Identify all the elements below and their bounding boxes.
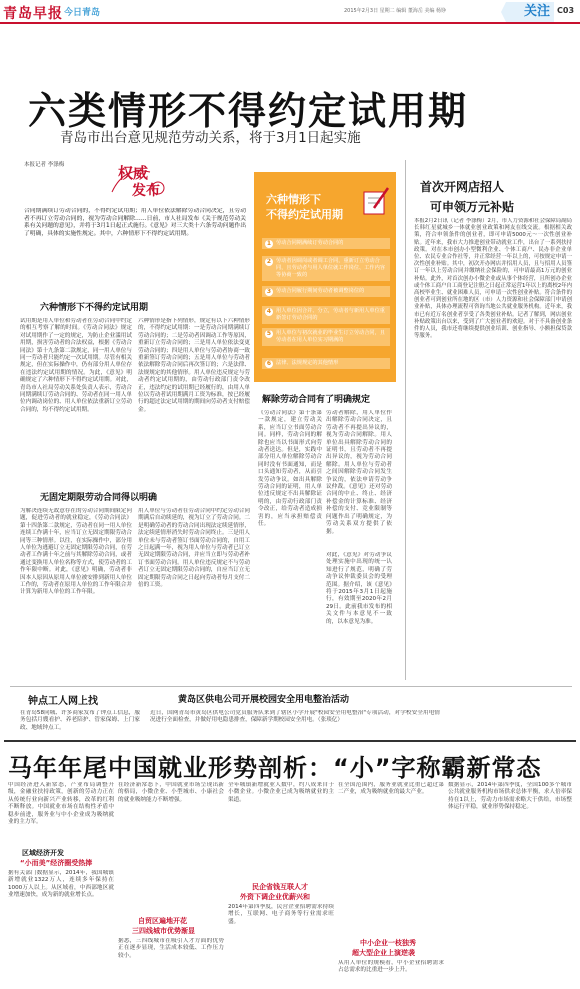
section-label: 今日青岛 — [64, 8, 101, 18]
newspaper-logo: 青岛早报 — [3, 6, 63, 22]
page-header — [0, 0, 580, 24]
authority-badge — [110, 162, 168, 200]
issue-meta: 2015年2月3日 星期二 编辑 董海岳 美编 杨铮 — [344, 8, 447, 14]
bottom-col5-text: 数据显示，2014年第四季度，全国100多个城市公共就业服务机构市场供求总体平衡，求人倍率保持在1以上，劳动力市场需求略大于供给，市场整体运行平稳，就业形势保持稳定。 — [448, 782, 572, 811]
bottom-headline: 马年年尾中国就业形势剖析：“小”字称霸新常态 — [8, 754, 542, 782]
bottom-col3-text: 全年城镇新增就业人数中，约八成来自于小微企业。小微企业已成为吸纳就业的主渠道。 — [228, 782, 334, 803]
info-box-item: 5 用人单位与初次就业的毕业生订立劳动合同，且劳动者在用人单位实习期满的 — [262, 328, 390, 346]
section1-title: 六种情形下不得约定试用期 — [40, 303, 149, 313]
section3-text-b: 劳动者解除，用人单位作出解除劳动合同决定，且劳动者不再提出异议的，视为劳动合同解除。用人单位出具解除劳动合同的证明书，且劳动者不再提出异议的，视为劳动合同解除。用人单位与劳动者之间因解除劳动合同发生争议的，依法申请劳动争议仲裁。《意见》还对劳动合同的中止、终止、经济补偿金的计算标准、经济补偿的支付、竞业限制等问题作出了明确规定，为劳动关系双方提供了依据。 — [326, 410, 392, 535]
bottom-col3-sub2: 外资下调企业优薪兴和 — [240, 893, 310, 901]
news-item1-text: 在青岛58同城、许多商家发布了钟点工信息，服务包括月嫂看护、养老陪护、管家保姆、上门家政、地域钟点工。 — [20, 710, 140, 731]
bottom-col1-sub2: “小而美”经济圈受热捧 — [20, 859, 93, 867]
section3-text-a: 《劳动合同法》第十条第一款规定，建立劳动关系，应当订立书面劳动合同。同样，劳动合同的解除也应当以书面形式向劳动者送达。但是，实践中部分用人单位解除劳动合同时没有书面通知，而是口头通知劳动者，从而引发劳动争议。如出具解除劳动合同的证明，用人单位违反规定不出具解除证明的，由劳动行政部门责令改正，给劳动者造成损害的，应当承担赔偿责任。 — [258, 410, 322, 528]
info-box-title-line1: 六种情形下 — [266, 193, 321, 206]
bottom-col2-text: 在经济新常态下，中国就业市场呈现出新的格局，小微企业、小型城市、小康社会的就业吸纳能力不断增强。 — [118, 782, 224, 803]
bottom-divider — [4, 740, 576, 742]
main-subheadline: 青岛市出台意见规范劳动关系，将于3月1日起实施 — [60, 130, 361, 146]
info-box — [254, 172, 396, 382]
info-box-item: 6 法律、法规规定的其他情形 — [262, 358, 390, 369]
bottom-col1-sub: 区域经济开发 — [22, 849, 64, 857]
section1-text-a: 试用期是用人单位和劳动者在劳动合同中约定的相互考察了解的时间。《劳动合同法》规定对试用期作了一定的规定，为防止企业滥用试用期，损害劳动者的合法权益，根据《劳动合同法》第十九条第二款规定，同一用人单位与同一劳动者只能约定一次试用期。尽管有相关规定，但在实际操作中，仍有部分用人单位存在违法约定试用期的情况。为此，《意见》明确规定了六种情形下不得约定试用期。对此，青岛市人社局劳动关系处负责人表示，劳动合同期满续订劳动合同的、劳动者在同一用人单位内调动岗位的、用人单位依法重新订立劳动合同的，均不得约定试用期。 — [20, 318, 132, 413]
article-lead: 合同期满续订劳动合同的，不得约定试用期；用人单位依法解除劳动合同决定，且劳动者不再订立劳动合同的，视为劳动合同解除……日前，市人社局发布《关于规范劳动关系有关问题的意见》，并将于3月1日起正式施行。《意见》对三大类十六条劳动问题作出了明确，具体的实施性规定。其中，六种情形下不得约定试用期。 — [24, 208, 246, 237]
bottom-col4-text2: 从用人单位的规模看，中小企业招聘需求占总需求的比重进一步上升。 — [338, 960, 444, 974]
bottom-col2-text2: 据悉，三四线城市在吸引人才方面的优势正在逐步显现，生活成本较低、工作压力较小。 — [118, 938, 224, 959]
news-item2-title: 黄岛区供电公司开展校园安全用电整治活动 — [178, 695, 350, 705]
info-box-item: 1 劳动合同期满续订劳动合同的 — [262, 238, 390, 249]
section3-title: 解除劳动合同有了明确规定 — [262, 395, 371, 405]
main-headline: 六类情形不得约定试用期 — [28, 89, 469, 133]
pen-paper-icon — [360, 186, 390, 216]
byline: 本报记者 李涤梅 — [24, 162, 65, 168]
info-box-item: 3 劳动合同履行期间劳动者被调整岗位的 — [262, 286, 390, 297]
bottom-col4-text: 在全国范围内，服务业就业比重已超过第二产业，成为吸纳就业的最大产业。 — [338, 782, 444, 796]
news-item1-title: 钟点工人网上找 — [28, 696, 98, 707]
section2-text-b: 用人单位与劳动者在劳动合同中约定劳动合同期满后自动续延的，视为订立了劳动合同。二是明确劳动者的劳动合同出现法定续延情形，法定续延情形消失时劳动合同终止。三是用人单位未与劳动者签订书面劳动合同的，自用工之日起满一年，视为用人单位与劳动者已订立无固定期限劳动合同，并应当立即与劳动者补订书面劳动合同。用人单位违反规定不与劳动者订立无固定期限劳动合同的，自应当订立无固定期限劳动合同之日起向劳动者每月支付二倍的工资。 — [138, 508, 250, 589]
bottom-col3-text2: 2014年第四季度，民营企业招聘需求持续增长，互联网、电子商务等行业需求旺盛。 — [228, 904, 334, 925]
news-item2-text: 近日，国网青岛市黄岛区供电公司党员服务队来到了辖区小学开展"校园安全用电整治"专项活动，对学校安全用电情况进行全面检查，并做好用电隐患排查，保障新学期校园安全用电。（张琰亿） — [150, 710, 440, 724]
section2-title: 无固定期限劳动合同得以明确 — [40, 493, 158, 503]
bottom-col2-sub2: 三四线城市优势渐显 — [132, 927, 195, 935]
section-tag: 关注 — [506, 2, 554, 22]
bottom-col1-text2: 据有关部门数据显示，2014年，我国城镇新增就业1322万人，连续多年保持在1000万人以上。从区域看，中西部地区就业增速加快，成为新的就业增长点。 — [8, 870, 114, 899]
info-box-item: 2 劳动者因调岗或者调工合同，重新订立劳动合同，且劳动者与用人单位就工作岗位、工作内容等协商一致的 — [262, 256, 390, 281]
section3-text-c: 对此，《意见》对劳动争议处理实施中出现的统一认知进行了规范，明确了劳动争议仲裁委员会的受理范围。据介绍，该《意见》将于2015年3月1日起施行，有效期至2020年2月29日。此前我市发布的相关文件与本意见不一致的，以本意见为准。 — [326, 552, 392, 625]
info-box-item: 4 用人单位因合并、分立，劳动者与新用人单位重新签订劳动合同的 — [262, 306, 390, 324]
bottom-col4-sub: 中小企业一枝独秀 — [360, 939, 416, 947]
news-row-divider — [10, 686, 572, 687]
bottom-col3-sub: 民企省钱互联人才 — [252, 883, 308, 891]
badge-line2: 发布 — [132, 183, 160, 199]
page-number: C03 — [557, 6, 575, 15]
column-divider — [405, 160, 406, 680]
info-box-title — [266, 192, 343, 222]
bottom-col2-sub: 自贸区遍地开花 — [138, 917, 187, 925]
info-box-title-line2: 不得约定试用期 — [266, 208, 343, 221]
section2-text-a: 为解决连续无故意存在的劳动合同期间限定问题，促进劳动者的就业稳定，《劳动合同法》第十四条第二款规定，劳动者在同一用人单位连续工作满十年，应当订立无固定期限劳动合同等三种情形。以往，在实际操作中，部分用人单位为逃避订立无固定期限劳动合同，在劳动者工作满十年之前与其解除劳动合同，或者通过变换用人单位名称等方式，使劳动者的工作年限中断。对此，《意见》明确，劳动者非因本人原因从原用人单位被安排到新用人单位工作的，劳动者在原用人单位的工作年限合并计算为新用人单位的工作年限。 — [20, 508, 132, 596]
bottom-col1-text: 中国经济进入新常态，产业布局调整升级，金融业扶持政策，创新的劳动力正在从传统行业向新兴产业转移，改革的红利不断释放。中国就业市场在结构性矛盾中稳步前进，服务业与中小企业成为吸纳就业的主力军。 — [8, 782, 114, 826]
sidebar-title-line2: 可申领万元补贴 — [430, 200, 515, 214]
sidebar-text: 本报2月2日讯（记者 李涤梅）2月，市人力资源和社会保障局副局长韩红星就城乡一体就业创业政策和网友在线交流。根据相关政策，符合申领条件的创业者，即可申请5000元～一次性创业补贴。近年来，我市大力推进创业带动就业工作，出台了一系列扶持政策。对在本市创办小型微利企业、个体工商户、民办非企业单位、农民专业合作社等，并正常经营一年以上的，可按规定申请一次性创业补贴。其中，初次开办网店并招用人员，且与招用人员签订一年以上劳动合同并缴纳社会保险的，可申请最高1万元的创业补贴。此外，对首次创办小微企业或从事个体经营，且所创办企业或个体工商户自工商登记注册之日起正常运营1年以上的离校2年内高校毕业生、就业困难人员，可申请一次性创业补贴。符合条件的创业者可到创业所在地的区（市）人力资源和社会保障部门申请创业补贴，具体办理流程可咨询当地公共就业服务机构。近年来，我市已有近万名创业者享受了各类创业补贴。记者了解到，网店创业补贴政策出台以来，受到了广大创业者的欢迎。对于不具备创业条件的人员，我市还将继续提供创业培训、创业指导、小额担保贷款等服务。 — [414, 218, 572, 340]
bottom-col4-sub2: 超大型企业上演逆袭 — [352, 949, 415, 957]
section1-text-b: 六种情形是指下列情形，规定有以下六种情形的，不得约定试用期：一是劳动合同期满续订劳动合同的；二是劳动者因调动工作等原因，重新订立劳动合同的；三是用人单位依法变更劳动合同的；四是用人单位与劳动者协商一致重新签订劳动合同的；五是用人单位与劳动者依法解除劳动合同后再次签订的；六是法律、法规规定的其他情形。用人单位违反规定与劳动者约定试用期的，由劳动行政部门责令改正，违法约定的试用期已经履行的，由用人单位以劳动者试用期满月工资为标准，按已经履行的超过法定试用期的期间向劳动者支付赔偿金。 — [138, 318, 250, 413]
sidebar-title-line1: 首次开网店招人 — [420, 180, 505, 194]
badge-line1: 权威 — [118, 164, 149, 182]
